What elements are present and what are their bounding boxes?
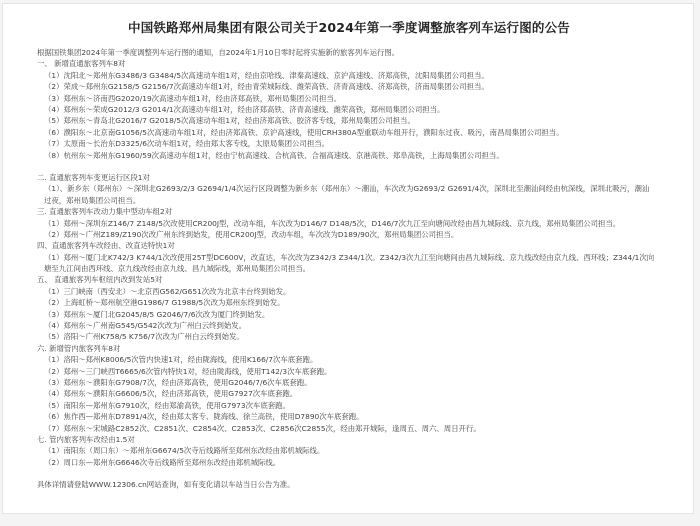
list-item: （1）郑州～深圳东Z146/7 Z148/5次改使用CR200J型，改动车组，车次改为D146/7 D148/5次，D146/7次九江至向塘间改经由昌九城际线、京九线，郑州局集团公司担当。 (44, 218, 621, 228)
section-heading-3: 三. 直通旅客列车改动力集中型动车组2对 (37, 207, 173, 217)
list-item: （5）郑州东～青岛北G2016/7 G2018/5次高速动车组1对，经由济郑高铁、胶济客专线，郑州局集团公司担当。 (44, 116, 415, 126)
list-item: （4）郑州东～广州南G545/G542次改为广州白云终到始发。 (44, 321, 247, 331)
announcement-body (37, 47, 677, 491)
list-item: （4）郑州东～濮阳东G6606/5次，经由济郑高铁，使用G7927次车底套跑。 (44, 389, 298, 399)
list-item: （5）洛阳～广州K758/5 K756/7次改为广州白云终到始发。 (44, 332, 244, 342)
list-item: （2）周口东—郑州东G6646次寺后线路所至郑州东改经由郑机城际线。 (44, 457, 281, 467)
list-item: （2）荣成～郑州东G2158/5 G2156/7次高速动车组1对，经由青荣城际线、潍荣高铁、济青高速线、济郑高铁，济南局集团公司担当。 (44, 82, 489, 92)
section-heading-7: 七. 管内旅客列车改经由1.5对 (37, 434, 135, 444)
section-heading-4: 四、直通旅客列车改经由、改直达特快1对 (37, 241, 175, 251)
list-item: （3）郑州东～济南西G2020/19次高速动车组1对，经由济郑高铁，郑州局集团公司担当。 (44, 93, 342, 103)
list-item: （2）郑州～广州Z189/Z190次改广州东终到始发，使用CR200J型，改动车组，车次改为D189/90次，郑州局集团公司担当。 (44, 229, 459, 239)
intro-paragraph: 根据国铁集团2024年第一季度调整列车运行图的通知，自2024年1月10日零时起将实施新的旅客列车运行图。 (37, 48, 400, 57)
section-heading-2: 二. 直通旅客列车变更运行区段1对 (37, 172, 150, 182)
list-item: （7）太原南～长治东D3325/6次动车组1对，经由郑太客专线，太原局集团公司担当。 (44, 139, 329, 149)
list-item: （2）上海虹桥～郑州航空港G1986/7 G1988/5次改为郑州东终到始发。 (44, 298, 285, 308)
list-item: （2）郑州～三门峡西T6665/6次管内特快1对，经由陇海线，使用T142/3次车底套跑。 (44, 366, 332, 376)
section-heading-5: 五、 直通旅客列车枢纽内改到发站5对 (37, 275, 163, 285)
section-heading-1: 一、 新增直通旅客列车8对 (37, 59, 126, 69)
list-item: （8）杭州东～郑州东G1960/59次高速动车组1对，经由宁杭高速线、合杭高铁、合福高速线、京港高铁、郑阜高铁，上海局集团公司担当。 (44, 150, 504, 160)
list-item: （6）濮阳东～北京南G1056/5次高速动车组1对，经由济郑高铁、京沪高速线，使用CRH380A型重联动车组开行，濮阳东过夜、吸污，南昌局集团公司担当。 (44, 127, 564, 137)
list-item: （7）郑州东～宋城路C2852次、C2851次、C2854次、C2853次、C2856次C2855次，经由郑开城际，逢周五、周六、周日开行。 (44, 423, 481, 433)
list-item: （4）郑州东～荣成G2012/3 G2014/1次高速动车组1对，经由济郑高铁、济青高速线、潍荣高铁，郑州局集团公司担当。 (44, 104, 445, 114)
footer-note: 具体详情请登陆WWW.12306.cn网站查询，如有变化请以车站当日公告为准。 (37, 480, 295, 490)
list-item: （3）郑州东～濮阳东G7908/7次，经由济郑高铁，使用G2046/7/6次车底套跑。 (44, 378, 312, 387)
section-heading-6: 六. 新增管内旅客列车8对 (37, 343, 121, 353)
list-item: （1）沈阳北～郑州东G3486/3 G3484/5次高速动车组1对，经由京哈线、津秦高速线、京沪高速线、济郑高铁，沈阳局集团公司担当。 (44, 70, 489, 80)
list-item: （3）郑州东～厦门北G2045/8/5 G2046/7/6次改为厦门终到始发。 (44, 309, 270, 319)
list-item: （1）郑州～厦门北K742/3 K744/1次改使用25T型DC600V，改直达，车次改为Z342/3 Z344/1次。Z342/3次九江至向塘间由昌九城际线、京九线改经由京九线、西环线；Z344/1次向塘至九江间由西环线、京九线改经由京九线、昌九城际线，郑州局集团公司担当。 (44, 252, 655, 274)
list-item: （5）南阳东—郑州东G7910次，经由郑渝高铁，使用G7973次车底套跑。 (44, 400, 290, 410)
list-item: （1）、新乡东（郑州东）～深圳北G2693/2/3 G2694/1/4次运行区段调整为新乡东（郑州东）～潮汕，车次改为G2693/2 G2691/4次，深圳北至潮汕间经由杭深线，深圳北吸污，潮汕过夜，郑州局集团公司担当。 (44, 184, 650, 205)
announcement-card (2, 3, 694, 514)
list-item: （1）三门峡南（西安北）～北京西G562/G651次改为北京丰台终到始发。 (44, 286, 291, 296)
list-item: （1）洛阳～郑州K8006/5次管内快速1对，经由陇海线，使用K166/7次车底套跑。 (44, 355, 318, 365)
list-item: （6）焦作西—郑州东D7891/4次，经由郑太客专、陇海线、徐兰高铁，使用D7890次车底套跑。 (44, 412, 364, 422)
list-item: （1）南阳东（周口东）～郑州东G6674/5次寺后线路所至郑州东改经由郑机城际线。 (44, 446, 325, 456)
page-title: 中国铁路郑州局集团有限公司关于2024年第一季度调整旅客列车运行图的公告 (128, 20, 570, 35)
